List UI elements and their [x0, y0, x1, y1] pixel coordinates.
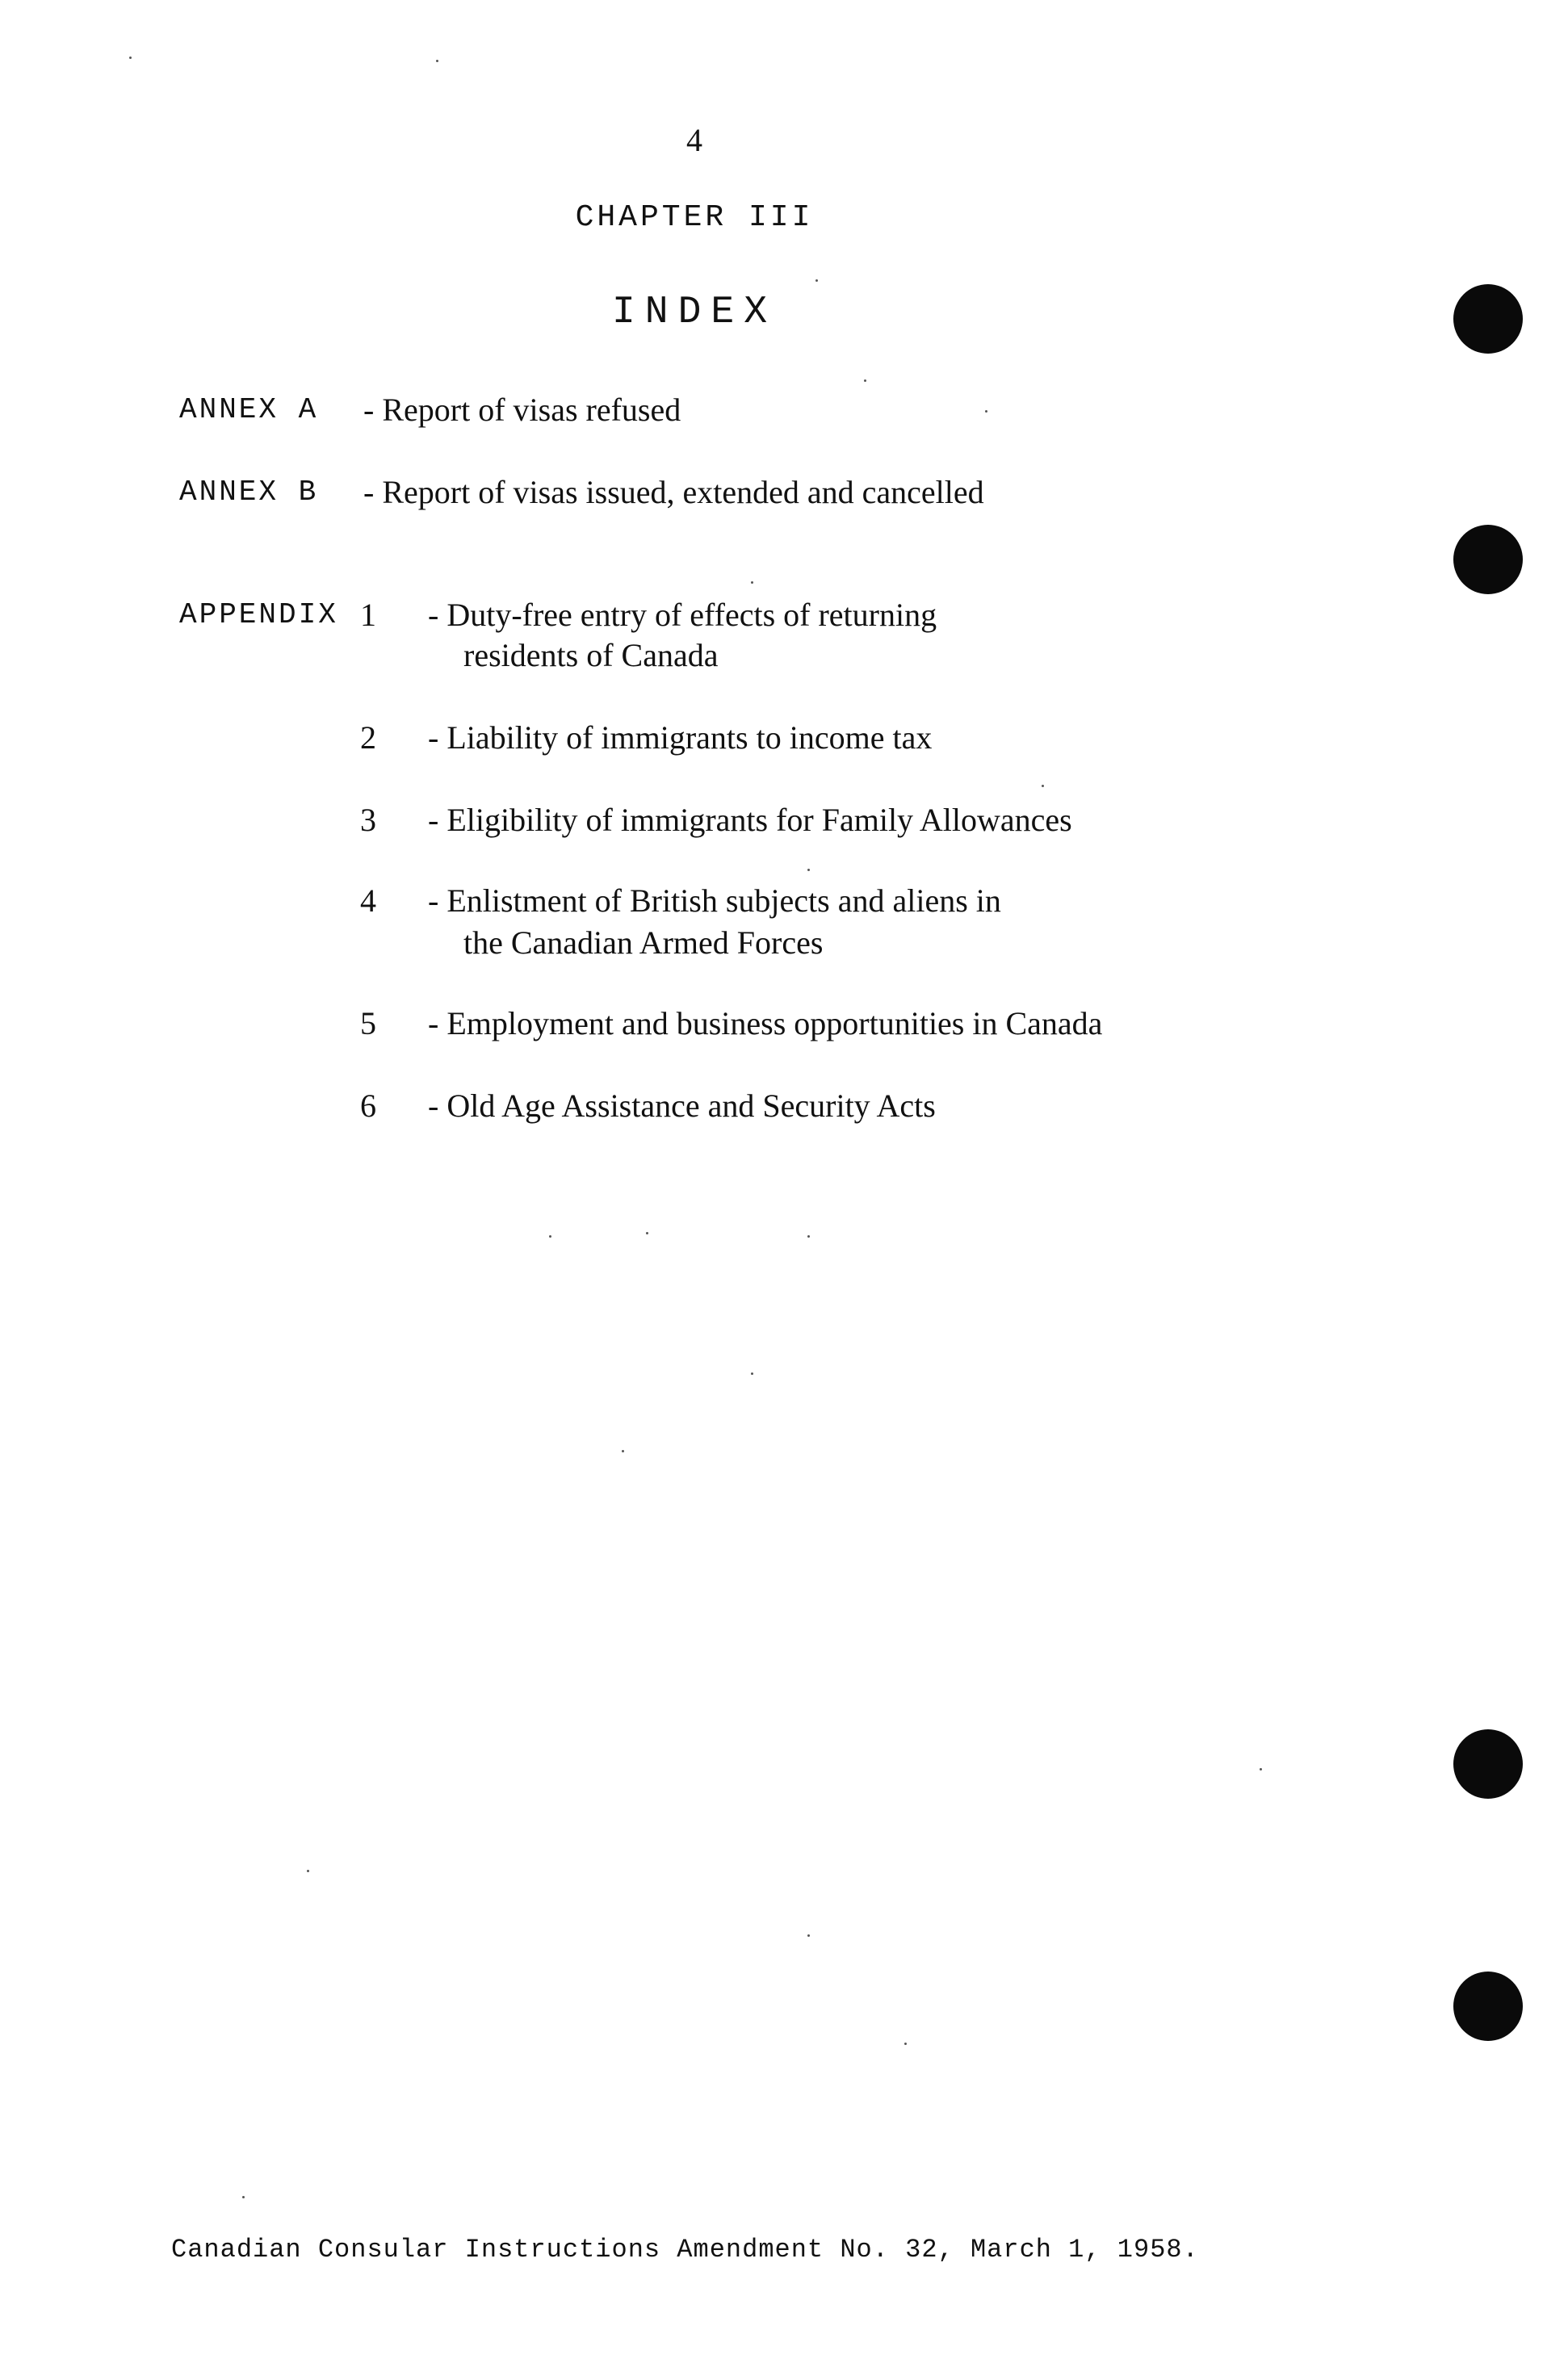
appendix-6-text: - Old Age Assistance and Security Acts [428, 1087, 936, 1124]
appendix-1-number: 1 [360, 597, 376, 633]
punch-hole-3 [1453, 1729, 1523, 1799]
appendix-1-text-line2: residents of Canada [463, 637, 719, 673]
scan-speck [1042, 785, 1044, 787]
appendix-5-number: 5 [360, 1005, 376, 1041]
appendix-2-text: - Liability of immigrants to income tax [428, 719, 933, 756]
scan-speck [864, 379, 866, 382]
scan-speck [436, 60, 438, 62]
appendix-4-text-line2: the Canadian Armed Forces [463, 924, 824, 961]
appendix-5-text: - Employment and business opportunities in Canada [428, 1005, 1103, 1041]
appendix-1-text: - Duty-free entry of effects of returning [428, 597, 937, 633]
appendix-3-text: - Eligibility of immigrants for Family Allowances [428, 802, 1072, 838]
scan-speck [751, 581, 753, 584]
scan-speck [985, 410, 987, 413]
page-number: 4 [686, 122, 702, 158]
scan-speck [549, 1235, 551, 1238]
document-footer: Canadian Consular Instructions Amendment No. 32, March 1, 1958. [171, 2235, 1199, 2265]
scan-speck [807, 869, 810, 871]
scan-speck [307, 1870, 309, 1872]
scan-speck [904, 2043, 907, 2045]
annex-a-label: ANNEX A [179, 393, 319, 426]
appendix-4-number: 4 [360, 882, 376, 919]
punch-hole-1 [1453, 284, 1523, 354]
scan-speck [807, 1934, 810, 1937]
scan-speck [807, 1235, 810, 1238]
appendix-6-number: 6 [360, 1087, 376, 1124]
scan-speck [751, 1372, 753, 1375]
appendix-label: APPENDIX [179, 598, 338, 631]
scan-speck [1260, 1768, 1262, 1770]
scan-speck [646, 1232, 648, 1234]
appendix-3-number: 3 [360, 802, 376, 838]
appendix-2-number: 2 [360, 719, 376, 756]
scan-speck [129, 57, 132, 59]
scan-speck [622, 1450, 624, 1452]
annex-b-text: - Report of visas issued, extended and cancelled [363, 474, 984, 510]
annex-b-label: ANNEX B [179, 476, 319, 509]
chapter-heading: CHAPTER III [575, 200, 814, 235]
scan-speck [815, 279, 818, 282]
scan-speck [242, 2196, 245, 2198]
appendix-4-text: - Enlistment of British subjects and aliens in [428, 882, 1001, 919]
punch-hole-2 [1453, 525, 1523, 594]
annex-a-text: - Report of visas refused [363, 392, 681, 428]
punch-hole-4 [1453, 1972, 1523, 2041]
index-title: INDEX [611, 291, 778, 334]
